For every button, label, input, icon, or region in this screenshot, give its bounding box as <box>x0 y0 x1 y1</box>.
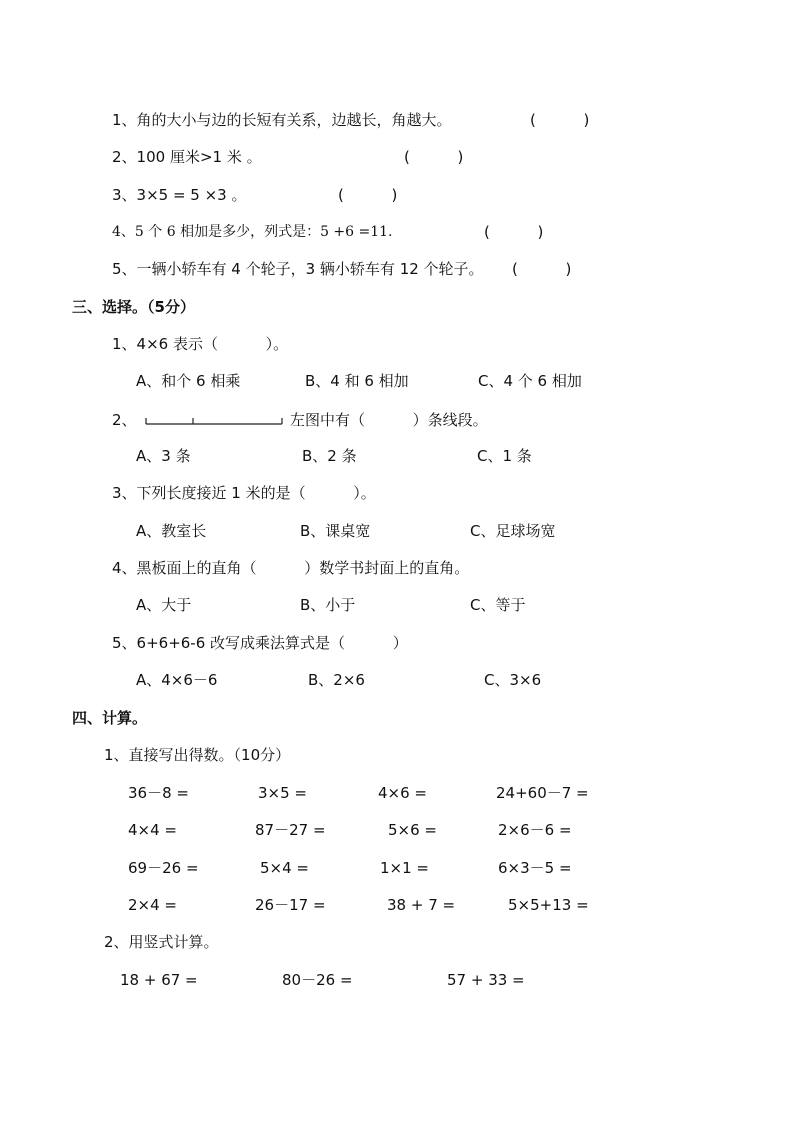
calc-item: 24+60－7 = <box>496 784 589 802</box>
calc-item: 1×1 = <box>380 859 429 877</box>
calc-item: 5×4 = <box>260 859 309 877</box>
choice-question-2: 左图中有（ ）条线段。 <box>290 411 488 429</box>
choice-4-option-c[interactable]: C、等于 <box>470 596 526 614</box>
calc-item: 4×6 = <box>378 784 427 802</box>
calc-item: 3×5 = <box>258 784 307 802</box>
judge-item-4: 4、5 个 6 相加是多少，列式是：5 +6 =11. <box>112 224 393 240</box>
choice-question-3: 3、下列长度接近 1 米的是（ ）。 <box>112 484 376 502</box>
vertical-calc-item: 80－26 = <box>282 971 353 989</box>
choice-5-option-b[interactable]: B、2×6 <box>308 671 365 689</box>
vertical-calc-item: 57 + 33 = <box>447 971 525 989</box>
choice-1-option-c[interactable]: C、4 个 6 相加 <box>478 372 582 390</box>
answer-paren-3[interactable]: ( ) <box>338 186 398 204</box>
calc-item: 5×6 = <box>388 821 437 839</box>
line-segment-figure <box>145 417 283 425</box>
choice-question-4: 4、黑板面上的直角（ ）数学书封面上的直角。 <box>112 559 470 577</box>
calc-item: 4×4 = <box>128 821 177 839</box>
calc-item: 2×4 = <box>128 896 177 914</box>
calc-item: 2×6－6 = <box>498 821 572 839</box>
choice-2-option-a[interactable]: A、3 条 <box>136 447 191 465</box>
calc-part2-title: 2、用竖式计算。 <box>104 933 219 951</box>
judge-item-5: 5、一辆小轿车有 4 个轮子，3 辆小轿车有 12 个轮子。 <box>112 260 484 278</box>
section-heading-calc: 四、计算。 <box>72 709 148 727</box>
choice-2-option-c[interactable]: C、1 条 <box>477 447 532 465</box>
calc-item: 38 + 7 = <box>387 896 456 914</box>
calc-item: 69－26 = <box>128 859 199 877</box>
choice-3-option-a[interactable]: A、教室长 <box>136 522 207 540</box>
choice-1-option-a[interactable]: A、和个 6 相乘 <box>136 372 241 390</box>
choice-5-option-c[interactable]: C、3×6 <box>484 671 542 689</box>
answer-paren-2[interactable]: ( ) <box>404 148 464 166</box>
calc-part1-title: 1、直接写出得数。（10分） <box>104 746 291 764</box>
judge-item-3: 3、3×5 = 5 ×3 。 <box>112 186 247 204</box>
calc-item: 36－8 = <box>128 784 189 802</box>
vertical-calc-item: 18 + 67 = <box>120 971 198 989</box>
calc-item: 5×5+13 = <box>508 896 589 914</box>
calc-item: 26－17 = <box>255 896 326 914</box>
judge-item-2: 2、100 厘米>1 米 。 <box>112 148 262 166</box>
calc-item: 6×3－5 = <box>498 859 572 877</box>
choice-question-5: 5、6+6+6-6 改写成乘法算式是（ ） <box>112 634 408 652</box>
choice-1-option-b[interactable]: B、4 和 6 相加 <box>305 372 409 390</box>
answer-paren-5[interactable]: ( ) <box>512 260 572 278</box>
choice-5-option-a[interactable]: A、4×6－6 <box>136 671 218 689</box>
choice-4-option-b[interactable]: B、小于 <box>300 596 356 614</box>
choice-3-option-b[interactable]: B、课桌宽 <box>300 522 371 540</box>
choice-3-option-c[interactable]: C、足球场宽 <box>470 522 556 540</box>
section-heading-choice: 三、选择。（5分） <box>72 298 195 316</box>
choice-question-1: 1、4×6 表示（ ）。 <box>112 335 289 353</box>
answer-paren-1[interactable]: ( ) <box>530 111 590 129</box>
judge-item-1: 1、角的大小与边的长短有关系，边越长，角越大。 <box>112 111 452 129</box>
choice-question-2-number: 2、 <box>112 411 137 429</box>
choice-4-option-a[interactable]: A、大于 <box>136 596 192 614</box>
choice-2-option-b[interactable]: B、2 条 <box>302 447 357 465</box>
calc-item: 87－27 = <box>255 821 326 839</box>
answer-paren-4[interactable]: ( ) <box>484 223 544 241</box>
